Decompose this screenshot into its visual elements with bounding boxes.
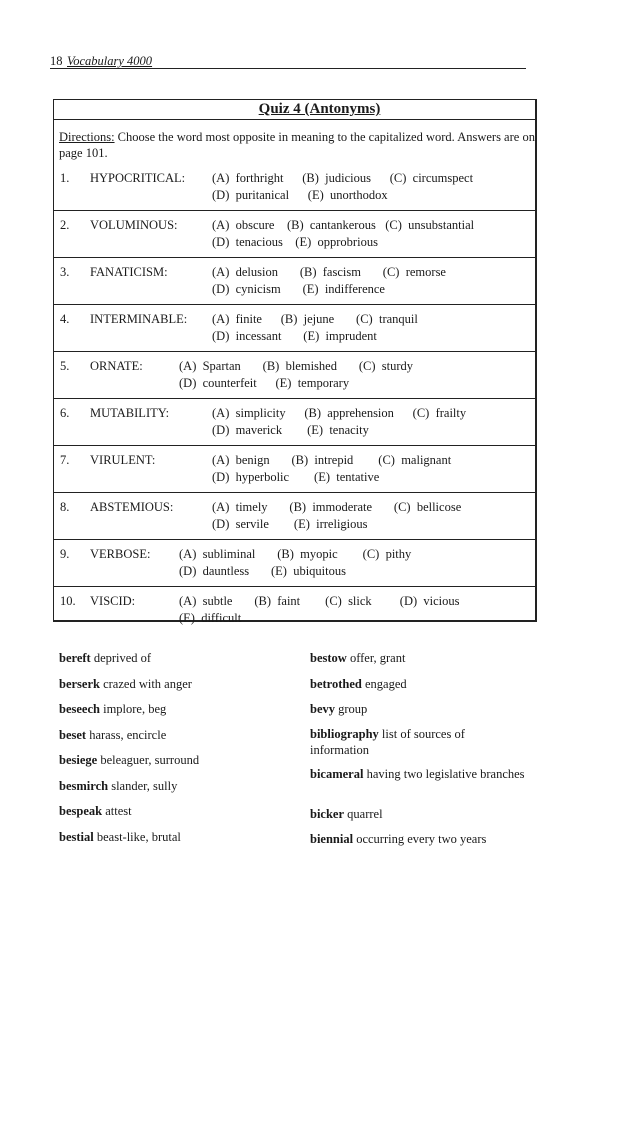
question-divider <box>54 304 536 305</box>
vocab-entry <box>59 701 289 717</box>
question-item <box>54 546 536 593</box>
vocab-definition: harass, encircle <box>89 728 167 742</box>
vocab-definition: beast-like, brutal <box>96 830 181 844</box>
answer-choices-line1: (A) subtle (B) faint (C) slick (D) vicious <box>179 594 460 608</box>
vocab-term: besiege <box>59 753 98 767</box>
vocab-definition: slander, sully <box>111 779 178 793</box>
answer-choices-line1: (A) subliminal (B) myopic (C) pithy <box>179 547 412 561</box>
vocab-term: bereft <box>59 651 91 665</box>
vocab-term: bestial <box>59 830 94 844</box>
vocab-entry <box>59 778 289 794</box>
vocab-definition: crazed with anger <box>103 677 192 691</box>
answer-choices-line1: (A) finite (B) jejune (C) tranquil <box>212 312 418 326</box>
answer-choices-line2: (D) maverick (E) tenacity <box>212 423 369 437</box>
answer-choices-line1: (A) timely (B) immoderate (C) bellicose <box>212 500 462 514</box>
question-word: VERBOSE: <box>90 547 151 561</box>
vocab-term: betrothed <box>310 677 362 691</box>
vocab-definition: deprived of <box>93 651 152 665</box>
page-number: 18 <box>50 54 63 68</box>
page-header <box>50 54 526 69</box>
question-word: VOLUMINOUS: <box>90 218 178 232</box>
vocab-term: bevy <box>310 702 335 716</box>
question-item <box>54 264 536 311</box>
question-item <box>54 452 536 499</box>
question-number: 10. <box>60 594 76 608</box>
vocab-entry <box>59 727 289 743</box>
vocab-definition: quarrel <box>347 807 383 821</box>
vocab-term: bicameral <box>310 767 364 781</box>
question-divider <box>54 398 536 399</box>
quiz-title: Quiz 4 (Antonyms) <box>258 101 381 117</box>
answer-choices-line2: (D) servile (E) irreligious <box>212 517 368 531</box>
vocab-entry <box>310 701 525 717</box>
answer-choices-line2: (D) puritanical (E) unorthodox <box>212 188 388 202</box>
vocab-term: bicker <box>310 807 345 821</box>
question-word: INTERMINABLE: <box>90 312 188 326</box>
vocab-term: bestow <box>310 651 347 665</box>
vocab-entry <box>310 676 525 692</box>
answer-choices-line1: (A) forthright (B) judicious (C) circumspect <box>212 171 474 185</box>
directions-text: Choose the word most opposite in meaning to the capitalized word. Answers are on page 101. <box>59 130 535 160</box>
vocab-term: berserk <box>59 677 100 691</box>
vocab-definition: beleaguer, surround <box>100 753 200 767</box>
question-word: ABSTEMIOUS: <box>90 500 174 514</box>
question-number: 1. <box>60 171 70 185</box>
answer-choices-line2: (D) hyperbolic (E) tentative <box>212 470 380 484</box>
vocab-term: bespeak <box>59 804 103 818</box>
directions <box>59 129 535 161</box>
question-divider <box>54 492 536 493</box>
vocab-entry <box>310 650 525 666</box>
question-word: FANATICISM: <box>90 265 168 279</box>
question-divider <box>54 586 536 587</box>
vocab-term: beset <box>59 728 87 742</box>
question-item <box>54 170 536 217</box>
book-title: Vocabulary 4000 <box>67 54 153 68</box>
question-word: VIRULENT: <box>90 453 156 467</box>
answer-choices-line1: (A) Spartan (B) blemished (C) sturdy <box>179 359 413 373</box>
question-word: MUTABILITY: <box>90 406 170 420</box>
question-divider <box>54 539 536 540</box>
answer-choices-line2: (D) incessant (E) imprudent <box>212 329 377 343</box>
question-word: HYPOCRITICAL: <box>90 171 186 185</box>
question-item <box>54 358 536 405</box>
vocab-entry <box>310 766 525 782</box>
answer-choices-line2: (D) dauntless (E) ubiquitous <box>179 564 346 578</box>
vocab-term: biennial <box>310 832 354 846</box>
vocab-entry <box>59 676 289 692</box>
vocab-term: besmirch <box>59 779 109 793</box>
vocab-definition: implore, beg <box>103 702 167 716</box>
answer-choices-line2: (D) tenacious (E) opprobrious <box>212 235 378 249</box>
question-divider <box>54 351 536 352</box>
answer-choices-line1: (A) delusion (B) fascism (C) remorse <box>212 265 446 279</box>
vocab-definition: having two legislative branches <box>366 767 525 781</box>
vocab-term: beseech <box>59 702 100 716</box>
question-word: ORNATE: <box>90 359 143 373</box>
question-divider <box>54 445 536 446</box>
vocab-definition: group <box>338 702 368 716</box>
question-number: 9. <box>60 547 70 561</box>
question-number: 4. <box>60 312 70 326</box>
vocab-definition: engaged <box>364 677 407 691</box>
vocab-entry <box>59 829 289 845</box>
vocab-definition: list of sources of information <box>310 727 465 757</box>
vocab-term: bibliography <box>310 727 379 741</box>
vocab-entry <box>310 806 525 822</box>
vocab-definition: attest <box>105 804 132 818</box>
directions-label: Directions: <box>59 130 115 144</box>
question-item <box>54 217 536 264</box>
answer-choices-line2: (D) counterfeit (E) temporary <box>179 376 350 390</box>
quiz-box <box>53 99 537 625</box>
question-number: 3. <box>60 265 70 279</box>
question-item <box>54 405 536 452</box>
question-number: 2. <box>60 218 70 232</box>
question-divider <box>54 210 536 211</box>
question-number: 8. <box>60 500 70 514</box>
vocab-entry <box>310 831 525 847</box>
answer-choices-line1: (A) benign (B) intrepid (C) malignant <box>212 453 452 467</box>
question-divider <box>54 257 536 258</box>
question-item <box>54 499 536 546</box>
answer-choices-line1: (A) simplicity (B) apprehension (C) frailty <box>212 406 467 420</box>
vocab-definition: offer, grant <box>349 651 406 665</box>
question-item <box>54 593 536 640</box>
question-number: 6. <box>60 406 70 420</box>
question-item <box>54 311 536 358</box>
vocab-entry <box>59 650 289 666</box>
question-number: 7. <box>60 453 70 467</box>
answer-choices-line2: (E) difficult <box>179 611 242 625</box>
vocab-definition: occurring every two years <box>356 832 487 846</box>
question-number: 5. <box>60 359 70 373</box>
title-divider <box>54 119 535 120</box>
vocab-entry <box>59 803 289 819</box>
vocab-entry <box>59 752 289 768</box>
question-word: VISCID: <box>90 594 136 608</box>
answer-choices-line1: (A) obscure (B) cantankerous (C) unsubstantial <box>212 218 475 232</box>
answer-choices-line2: (D) cynicism (E) indifference <box>212 282 385 296</box>
vocab-entry <box>310 726 525 758</box>
